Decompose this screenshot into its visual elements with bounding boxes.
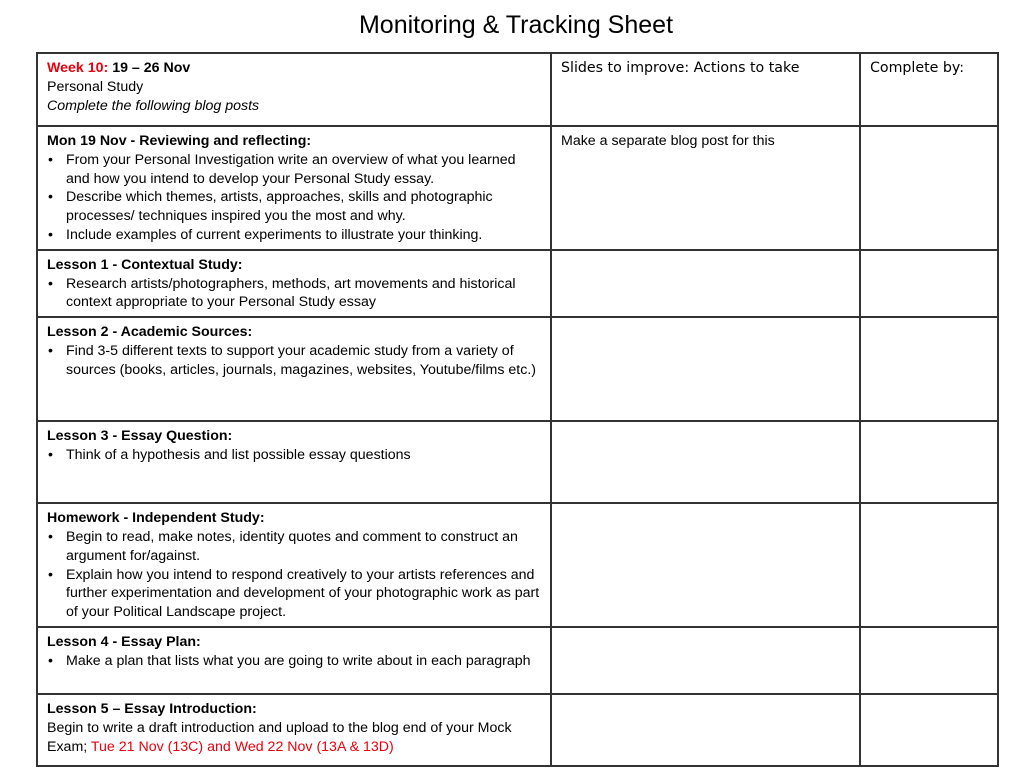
task-cell: [37, 503, 551, 627]
table-row: [37, 627, 998, 694]
table-row: [37, 250, 998, 317]
task-bullet: • Include examples of current experiments to illustrate your thinking.: [47, 226, 541, 245]
tracking-table: [36, 52, 999, 767]
page-title: Monitoring & Tracking Sheet: [358, 11, 674, 39]
action-cell[interactable]: [551, 503, 860, 627]
task-cell: [37, 694, 551, 766]
task-bullet: • Think of a hypothesis and list possible essay questions: [47, 446, 541, 465]
task-cell: [37, 421, 551, 503]
task-bullet: • From your Personal Investigation write an overview of what you learned and how you intend to develop your Personal Study essay.: [47, 151, 541, 189]
task-bullet: • Explain how you intend to respond creatively to your artists references and further experimentation and development of your photographic work as part of your Political Landscape project.: [47, 566, 541, 622]
task-cell: [37, 250, 551, 317]
complete-by-cell[interactable]: [860, 421, 998, 503]
task-heading: Lesson 4 - Essay Plan:: [47, 633, 201, 650]
action-cell[interactable]: [551, 250, 860, 317]
task-cell: [37, 317, 551, 421]
complete-by-header: Complete by:: [860, 53, 998, 126]
action-cell[interactable]: [551, 627, 860, 694]
instruction-text: Complete the following blog posts: [47, 97, 260, 114]
table-row: [37, 126, 998, 250]
task-heading: Lesson 5 – Essay Introduction:: [47, 700, 257, 717]
complete-by-cell[interactable]: [860, 627, 998, 694]
actions-header: Slides to improve: Actions to take: [551, 53, 860, 126]
action-cell[interactable]: [551, 317, 860, 421]
task-cell: [37, 627, 551, 694]
table-row: [37, 503, 998, 627]
week-label: Week 10:: [47, 60, 109, 76]
complete-by-cell[interactable]: [860, 503, 998, 627]
complete-by-cell[interactable]: [860, 250, 998, 317]
section-subtitle: Personal Study: [47, 78, 144, 95]
task-cell: [37, 126, 551, 250]
complete-by-cell[interactable]: [860, 694, 998, 766]
deadline-text: Tue 21 Nov (13C) and Wed 22 Nov (13A & 13D): [90, 738, 394, 755]
task-heading: Lesson 2 - Academic Sources:: [47, 324, 253, 341]
action-cell[interactable]: [551, 694, 860, 766]
week-cell: [37, 53, 551, 126]
task-heading: Mon 19 Nov - Reviewing and reflecting:: [47, 133, 312, 149]
task-heading: Homework - Independent Study:: [47, 510, 265, 527]
complete-by-cell[interactable]: [860, 126, 998, 250]
action-cell[interactable]: [551, 421, 860, 503]
task-bullet: • Describe which themes, artists, approaches, skills and photographic processes/ techniques inspired you the most and why.: [47, 188, 541, 226]
table-row: [37, 694, 998, 766]
task-bullet: • Begin to read, make notes, identity quotes and comment to construct an argument for/against.: [47, 528, 541, 566]
action-cell[interactable]: Make a separate blog post for this: [551, 126, 860, 250]
task-heading: Lesson 3 - Essay Question:: [47, 428, 233, 445]
header-row: [37, 53, 998, 126]
task-text: Begin to write a draft introduction and upload to the blog end of your Mock Exam;: [47, 719, 512, 755]
task-bullet: • Research artists/photographers, methods, art movements and historical context appropriate to your Personal Study essay: [47, 275, 541, 313]
task-bullet: • Make a plan that lists what you are going to write about in each paragraph: [47, 652, 541, 671]
task-heading: Lesson 1 - Contextual Study:: [47, 256, 243, 273]
task-bullet: • Find 3-5 different texts to support your academic study from a variety of sources (books, articles, journals, magazines, websites, Youtube/films etc.): [47, 342, 541, 380]
table-row: [37, 421, 998, 503]
week-dates: 19 – 26 Nov: [108, 60, 191, 76]
table-row: [37, 317, 998, 421]
complete-by-cell[interactable]: [860, 317, 998, 421]
task-description: [47, 719, 541, 757]
